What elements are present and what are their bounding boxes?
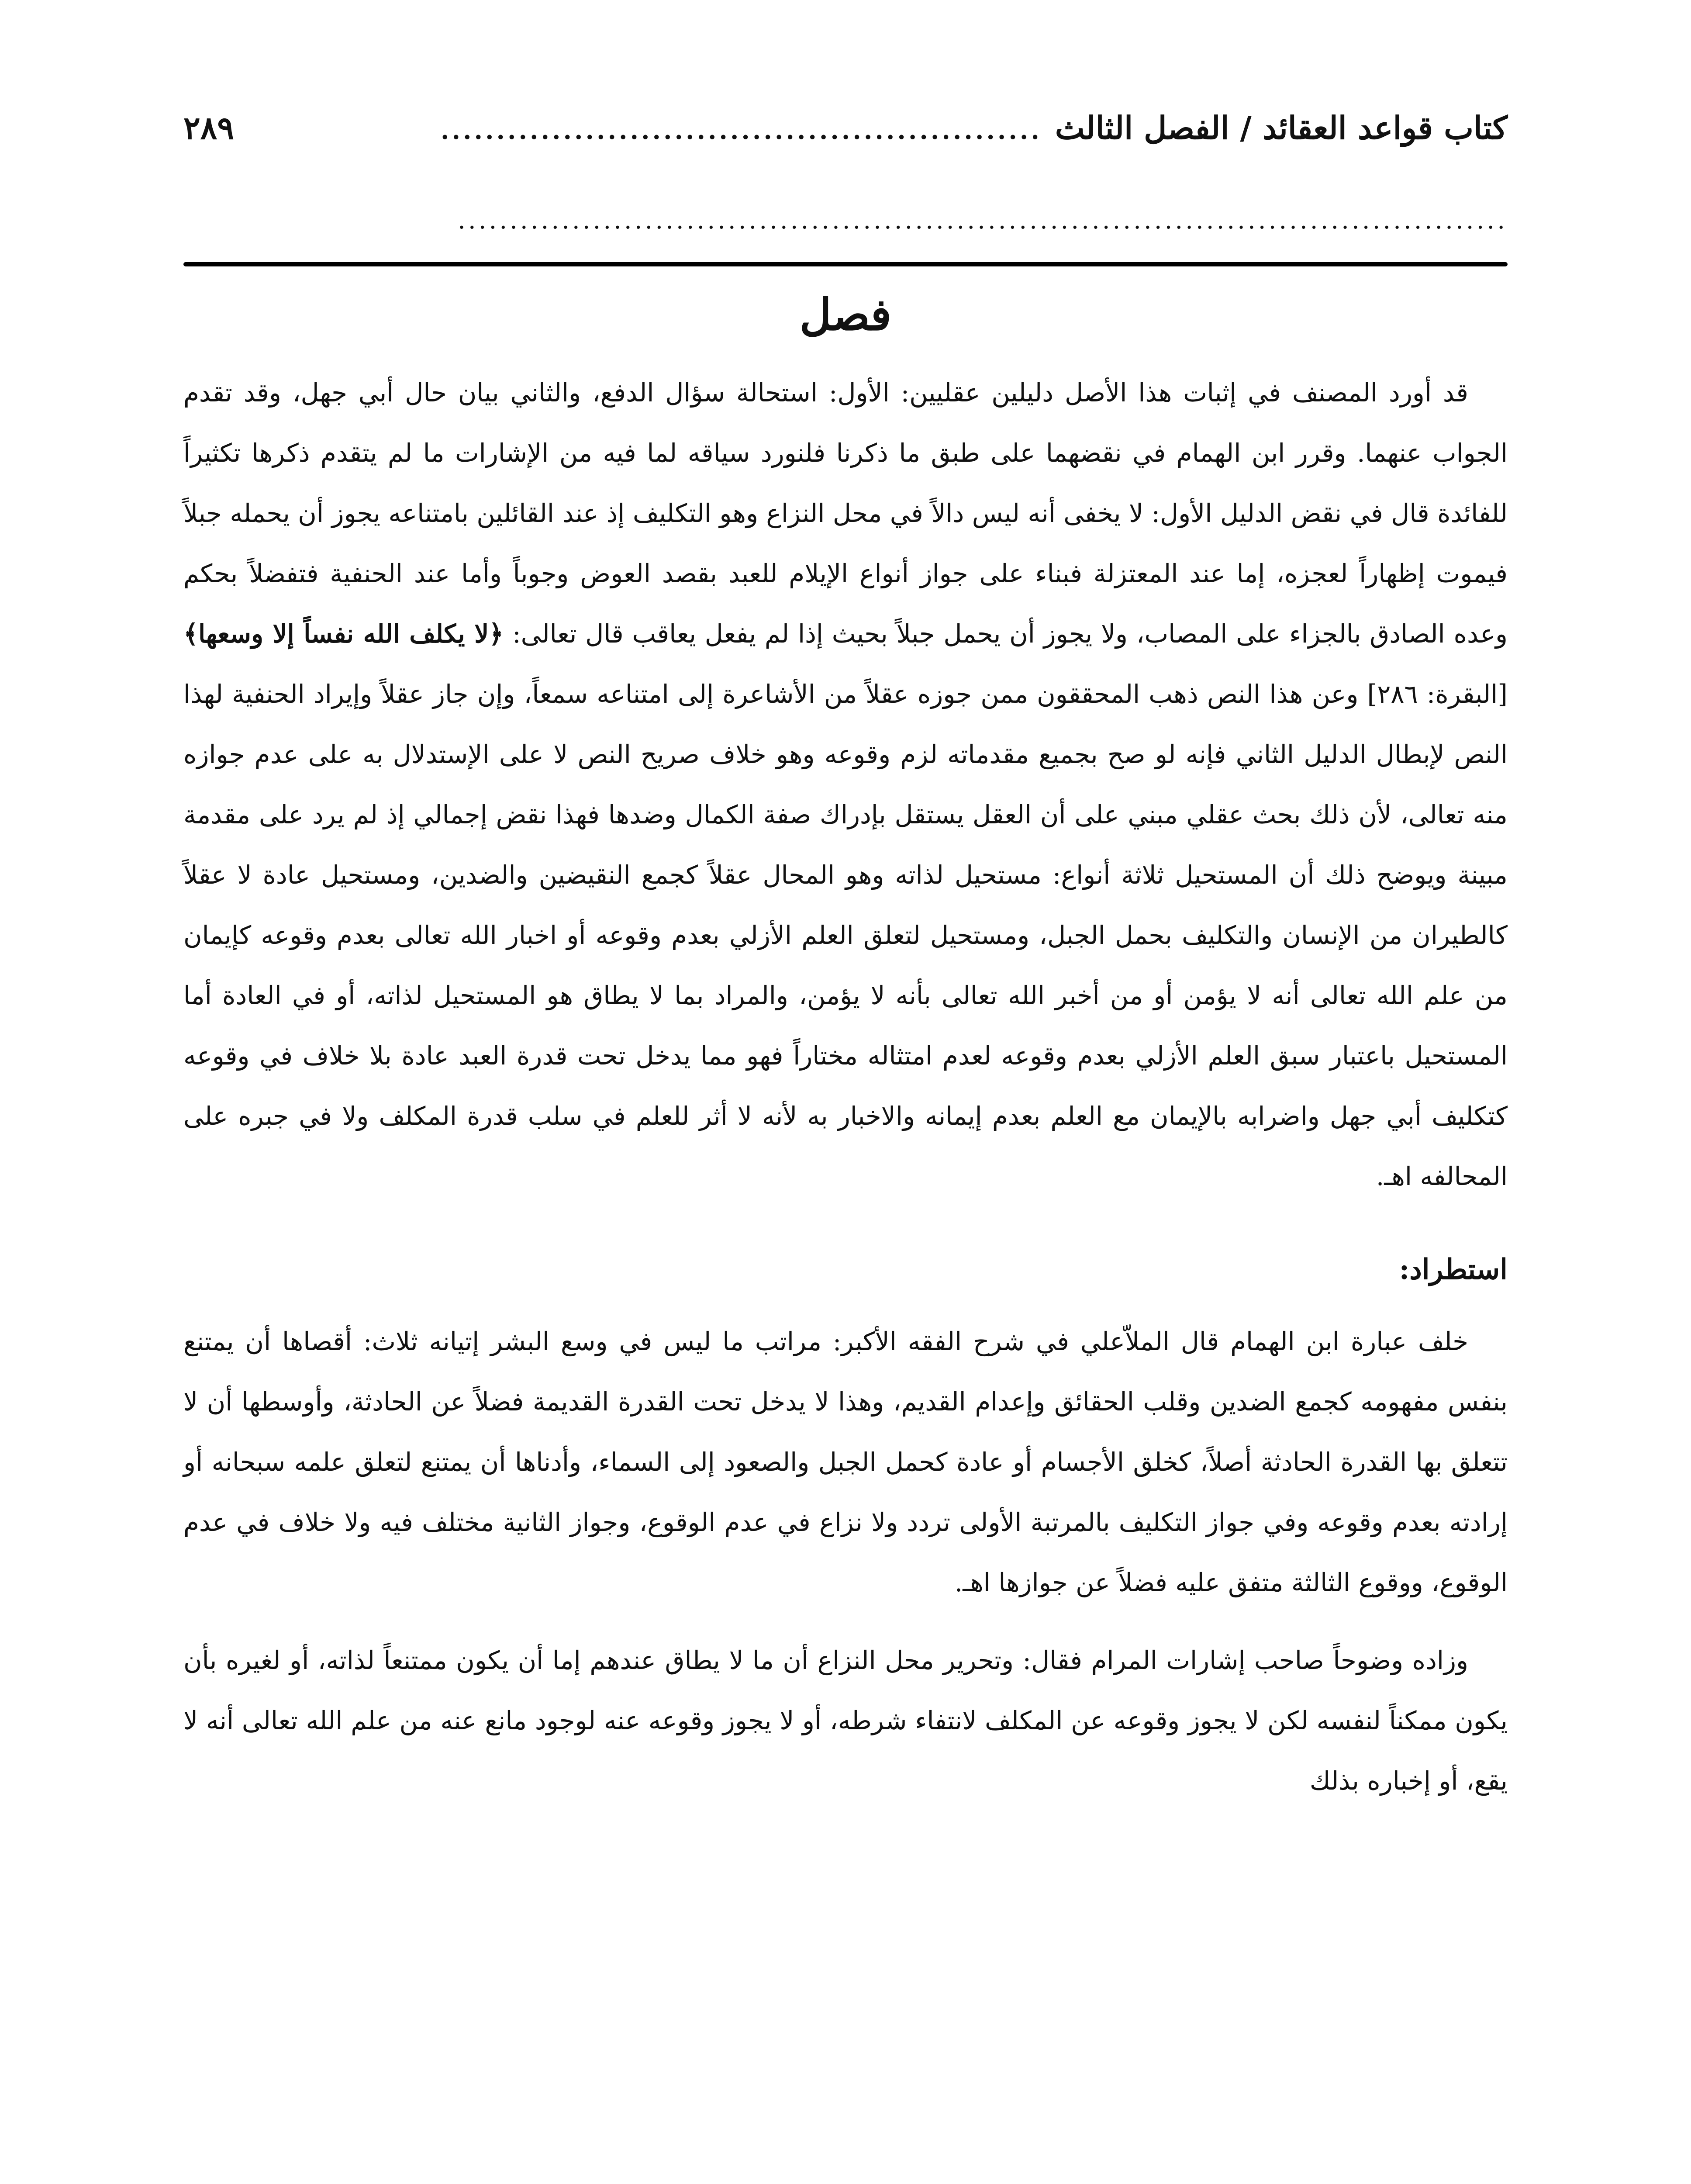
page-number: ٢٨٩	[183, 109, 235, 146]
quran-reference: [البقرة: ٢٨٦]	[1367, 679, 1508, 709]
paragraph-main	[183, 363, 1508, 1206]
paragraph-digression: خلف عبارة ابن الهمام قال الملاّعلي في شرح الفقه الأكبر: مراتب ما ليس في وسع البشر إتيانه ثلاث: أقصاها أن يمتنع بنفس مفهومه كجمع الضدين وقلب الحقائق وإعدام القديم، وهذا لا يدخل تحت القدرة القديمة فضلاً عن الحادثة، وأوسطها أن لا تتعلق بها القدرة الحادثة أصلاً، كخلق الأجسام أو عادة كحمل الجبل والصعود إلى السماء، وأدناها أن يمتنع لتعلق علمه سبحانه أو إرادته بعدم وقوعه وفي جواز التكليف بالمرتبة الأولى تردد ولا نزاع في عدم الوقوع، وجواز الثانية مختلف فيه ولا خلاف في عدم الوقوع، ووقوع الثالثة متفق عليه فضلاً عن جوازها اهـ.	[183, 1327, 1508, 1597]
running-header	[183, 109, 1508, 157]
paragraph-clarification: وزاده وضوحاً صاحب إشارات المرام فقال: وتحرير محل النزاع أن ما لا يطاق عندهم إما أن يكون ممتنعاً لذاته، أو لغيره بأن يكون ممكناً لنفسه لكن لا يجوز وقوعه عن المكلف لانتفاء شرطه، أو لا يجوز وقوعه عنه لوجود مانع عنه من علم الله تعالى أنه لا يقع، أو إخباره بذلك	[183, 1645, 1508, 1796]
dotted-line: .....................................................................................................	[458, 206, 1508, 235]
book-page	[183, 0, 1508, 1898]
section-title: فصل	[799, 289, 892, 340]
paragraph-main-text: قد أورد المصنف في إثبات هذا الأصل دليلين عقليين: الأول: استحالة سؤال الدفع، والثاني بيان حال أبي جهل، وقد تقدم الجواب عنهما. وقرر ابن الهمام في نقضهما على طبق ما ذكرنا فلنورد سياقه لما فيه من الإشارات ما لم يتقدم ذكرها تكثيراً للفائدة قال في نقض الدليل الأول: لا يخفى أنه ليس دالاً في محل النزاع وهو التكليف إذ عند القائلين بامتناعه يجوز أن يحمله جبلاً فيموت إظهاراً لعجزه، إما عند المعتزلة فبناء على جواز أنواع الإيلام للعبد بقصد العوض وجوباً وأما عند الحنفية فتفضلاً بحكم وعده الصادق بالجزاء على المصاب، ولا يجوز أن يحمل جبلاً بحيث إذا لم يفعل يعاقب قال تعالى:	[183, 378, 1508, 649]
subheading-digression: استطراد:	[1399, 1253, 1508, 1286]
quran-verse: ﴿لا يكلف الله نفساً إلا وسعها﴾	[183, 619, 504, 649]
paragraph-main-continued: وعن هذا النص ذهب المحققون ممن جوزه عقلاً من الأشاعرة إلى امتناعه سمعاً، وإن جاز عقلاً وإيراد الحنفية لهذا النص لإبطال الدليل الثاني فإنه لو صح بجميع مقدماته لزم وقوعه وهو خلاف صريح النص لا على الإستدلال به على عدم جوازه منه تعالى، لأن ذلك بحث عقلي مبني على أن العقل يستقل بإدراك صفة الكمال وضدها فهذا نقض إجمالي إذ لم يرد على مقدمة مبينة ويوضح ذلك أن المستحيل ثلاثة أنواع: مستحيل لذاته وهو المحال عقلاً كجمع النقيضين والضدين، ومستحيل عادة لا عقلاً كالطيران من الإنسان والتكليف بحمل الجبل، ومستحيل لتعلق العلم الأزلي بعدم وقوعه أو اخبار الله تعالى بعدم وقوعه كإيمان من علم الله تعالى أنه لا يؤمن أو من أخبر الله تعالى بأنه لا يؤمن، والمراد بما لا يطاق هو المستحيل لذاته، أو في العادة أما المستحيل باعتبار سبق العلم الأزلي بعدم وقوعه لعدم امتثاله مختاراً فهو مما يدخل تحت قدرة العبد عادة بلا خلاف في وقوعه كتكليف أبي جهل واضرابه بالإيمان مع العلم بعدم إيمانه والاخبار به لأنه لا أثر للعلم في سلب قدرة المكلف ولا في جبره على المحالفه اهـ.	[183, 679, 1508, 1191]
header-leader-dots: ......................................................	[441, 116, 1042, 145]
header-rule	[183, 262, 1508, 266]
running-title: كتاب قواعد العقائد / الفصل الثالث	[1055, 109, 1508, 146]
paragraph-gap	[183, 1613, 1508, 1630]
